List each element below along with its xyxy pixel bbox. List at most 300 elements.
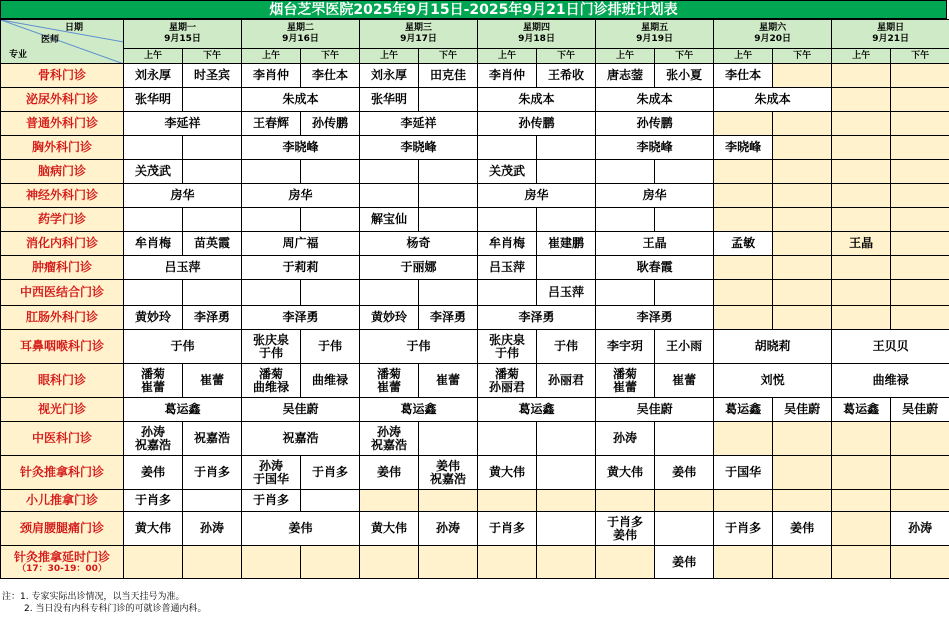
doctor-name: 李晓峰 <box>725 140 762 154</box>
am-header: 上午 <box>124 49 183 64</box>
doctor-name: 吕玉萍 <box>164 260 201 274</box>
page-title: 烟台芝罘医院2025年9月15日-2025年9月21日门诊排班计划表 <box>0 0 947 19</box>
doctor-name: 姜伟 <box>436 458 461 473</box>
schedule-cell <box>714 398 773 422</box>
schedule-cell <box>537 490 596 512</box>
doctor-name: 潘菊 <box>377 366 402 381</box>
doctor-name: 于伟 <box>259 345 284 360</box>
schedule-cell <box>360 306 419 330</box>
doctor-name: 孙涛 <box>259 458 284 473</box>
schedule-cell <box>714 280 773 306</box>
schedule-cell <box>891 64 949 88</box>
table-row <box>1 422 949 456</box>
schedule-cell <box>714 456 773 490</box>
schedule-cell <box>360 280 419 306</box>
doctor-name: 孙涛 <box>377 424 402 439</box>
doctor-name: 孟敏 <box>731 236 756 250</box>
schedule-cell <box>478 456 537 490</box>
schedule-cell <box>478 364 537 398</box>
schedule-cell <box>419 490 478 512</box>
schedule-cell <box>655 512 714 546</box>
schedule-cell <box>124 232 183 256</box>
schedule-cell <box>124 546 183 579</box>
department-name: 普通外科门诊 <box>25 116 98 130</box>
department-name: 肛肠外科门诊 <box>25 310 98 324</box>
schedule-cell <box>714 64 773 88</box>
doctor-name: 刘永厚 <box>134 68 171 82</box>
schedule-cell <box>773 306 832 330</box>
schedule-cell <box>360 136 478 160</box>
doctor-name: 黄大伟 <box>607 465 644 479</box>
schedule-cell <box>360 490 419 512</box>
am-header: 上午 <box>832 49 891 64</box>
doctor-name: 崔蕾 <box>436 373 461 387</box>
schedule-cell <box>891 422 949 456</box>
schedule-cell <box>832 456 891 490</box>
department-cell <box>1 88 124 112</box>
am-header: 上午 <box>714 49 773 64</box>
schedule-cell <box>419 184 478 208</box>
department-name: 肿瘤科门诊 <box>31 260 92 274</box>
schedule-cell <box>596 512 655 546</box>
table-row <box>1 88 949 112</box>
doctor-name: 曲维禄 <box>872 373 909 387</box>
schedule-cell <box>596 64 655 88</box>
doctor-name: 孙丽君 <box>548 373 585 387</box>
department-name: 消化内科门诊 <box>25 236 98 250</box>
schedule-cell <box>891 280 949 306</box>
doctor-name: 苗英霞 <box>194 236 231 250</box>
doctor-name: 吴佳蔚 <box>636 402 673 416</box>
schedule-cell <box>124 422 183 456</box>
table-row <box>1 456 949 490</box>
schedule-cell <box>183 546 242 579</box>
department-name: 颈肩腰腿痛门诊 <box>19 521 104 535</box>
doctor-name: 于国华 <box>725 465 762 479</box>
department-cell <box>1 184 124 208</box>
department-name: 眼科门诊 <box>37 373 86 387</box>
doctor-name: 于肖多 <box>253 493 290 507</box>
department-name: 中医科门诊 <box>31 431 92 445</box>
pm-header: 下午 <box>301 49 360 64</box>
schedule-cell <box>301 330 360 364</box>
doctor-name: 葛运鑫 <box>400 402 437 416</box>
department-name: 泌尿外科门诊 <box>25 92 98 106</box>
schedule-cell <box>478 136 537 160</box>
schedule-cell <box>537 64 596 88</box>
table-row <box>1 306 949 330</box>
department-cell <box>1 456 124 490</box>
am-header: 上午 <box>596 49 655 64</box>
schedule-cell <box>537 456 596 490</box>
schedule-cell <box>714 330 832 364</box>
doctor-name: 杨奇 <box>406 236 431 250</box>
schedule-cell <box>891 306 949 330</box>
department-cell <box>1 208 124 232</box>
schedule-cell <box>124 136 183 160</box>
doctor-name: 李泽勇 <box>636 310 673 324</box>
schedule-cell <box>124 306 183 330</box>
schedule-cell <box>242 280 301 306</box>
schedule-cell <box>301 456 360 490</box>
doctor-name: 房华 <box>524 188 549 202</box>
doctor-name: 吴佳蔚 <box>784 402 821 416</box>
schedule-cell <box>655 160 714 184</box>
schedule-cell <box>537 232 596 256</box>
schedule-cell <box>832 184 891 208</box>
schedule-cell <box>124 208 183 232</box>
table-row <box>1 232 949 256</box>
department-cell <box>1 512 124 546</box>
schedule-cell <box>537 364 596 398</box>
doctor-name: 李延祥 <box>164 116 201 130</box>
schedule-cell <box>891 398 949 422</box>
schedule-cell <box>242 256 360 280</box>
schedule-cell <box>832 398 891 422</box>
doctor-name: 王希收 <box>548 68 585 82</box>
schedule-cell <box>832 88 891 112</box>
schedule-cell <box>478 280 537 306</box>
doctor-name: 于伟 <box>495 345 520 360</box>
doctor-name: 关茂武 <box>489 164 526 178</box>
schedule-cell <box>419 306 478 330</box>
doctor-name: 吕玉萍 <box>489 260 526 274</box>
doctor-name: 于伟 <box>406 339 431 353</box>
schedule-cell <box>773 112 832 136</box>
schedule-cell <box>478 64 537 88</box>
doctor-name: 祝嘉浩 <box>282 431 319 445</box>
doctor-name: 崔建鹏 <box>548 236 585 250</box>
schedule-cell <box>301 280 360 306</box>
schedule-cell <box>773 512 832 546</box>
schedule-cell <box>242 364 301 398</box>
footnotes <box>2 591 206 615</box>
doctor-name: 姜伟 <box>288 521 313 535</box>
schedule-cell <box>124 256 242 280</box>
day-header-sat: 星期六 9月20日 <box>714 20 832 49</box>
doctor-name: 王晶 <box>849 236 874 250</box>
schedule-cell <box>655 422 714 456</box>
doctor-name: 祝嘉浩 <box>430 471 467 486</box>
schedule-cell <box>360 256 478 280</box>
department-cell <box>1 112 124 136</box>
schedule-cell <box>242 330 301 364</box>
schedule-cell <box>360 422 419 456</box>
doctor-name: 张小夏 <box>666 68 703 82</box>
schedule-cell <box>891 256 949 280</box>
schedule-cell <box>242 398 360 422</box>
doctor-name: 李肖仲 <box>489 68 526 82</box>
doctor-name: 姜伟 <box>790 521 815 535</box>
schedule-cell <box>478 256 537 280</box>
doctor-name: 潘菊 <box>495 366 520 381</box>
footnote-1: 注：1. 专家实际出诊情况，以当天挂号为准。 <box>2 592 185 602</box>
schedule-cell <box>655 64 714 88</box>
department-name: 针灸推拿科门诊 <box>19 465 104 479</box>
schedule-cell <box>183 136 242 160</box>
schedule-cell <box>537 160 596 184</box>
schedule-cell <box>537 256 596 280</box>
day-header-wed: 星期三 9月17日 <box>360 20 478 49</box>
schedule-cell <box>242 88 360 112</box>
schedule-cell <box>242 64 301 88</box>
schedule-cell <box>714 136 773 160</box>
doctor-name: 王晶 <box>642 236 667 250</box>
table-row <box>1 136 949 160</box>
schedule-cell <box>832 112 891 136</box>
schedule-cell <box>891 136 949 160</box>
department-cell <box>1 136 124 160</box>
doctor-name: 牟肖梅 <box>134 236 171 250</box>
doctor-name: 于伟 <box>170 339 195 353</box>
table-row <box>1 546 949 579</box>
doctor-name: 吴佳蔚 <box>902 402 939 416</box>
schedule-cell <box>832 136 891 160</box>
doctor-name: 黄妙玲 <box>134 310 171 324</box>
schedule-cell <box>360 208 419 232</box>
schedule-cell <box>714 208 773 232</box>
schedule-cell <box>773 256 832 280</box>
schedule-cell <box>183 64 242 88</box>
doctor-name: 周广福 <box>282 236 319 250</box>
doctor-name: 葛运鑫 <box>164 402 201 416</box>
pm-header: 下午 <box>183 49 242 64</box>
doctor-name: 于肖多 <box>725 521 762 535</box>
doctor-name: 黄大伟 <box>134 521 171 535</box>
doctor-name: 于伟 <box>554 339 579 353</box>
doctor-name: 田克佳 <box>430 68 467 82</box>
doctor-name: 祝嘉浩 <box>134 437 171 452</box>
doctor-name: 吕玉萍 <box>548 285 585 299</box>
schedule-cell <box>596 136 714 160</box>
department-name: 神经外科门诊 <box>25 188 98 202</box>
schedule-cell <box>419 160 478 184</box>
pm-header: 下午 <box>655 49 714 64</box>
schedule-cell <box>242 208 301 232</box>
schedule-cell <box>596 88 714 112</box>
schedule-cell <box>478 112 596 136</box>
schedule-cell <box>301 490 360 512</box>
schedule-cell <box>478 490 537 512</box>
schedule-cell <box>596 232 714 256</box>
schedule-cell <box>183 232 242 256</box>
doctor-name: 祝嘉浩 <box>371 437 408 452</box>
schedule-cell <box>773 184 832 208</box>
doctor-name: 孙丽君 <box>489 379 526 394</box>
day-header-fri: 星期五 9月19日 <box>596 20 714 49</box>
doctor-name: 时圣宾 <box>194 68 231 82</box>
schedule-cell <box>478 88 596 112</box>
schedule-cell <box>832 232 891 256</box>
schedule-cell <box>891 456 949 490</box>
doctor-name: 李晓峰 <box>400 140 437 154</box>
doctor-name: 于莉莉 <box>282 260 319 274</box>
doctor-name: 朱成本 <box>518 92 555 106</box>
day-header-thu: 星期四 9月18日 <box>478 20 596 49</box>
schedule-cell <box>242 456 301 490</box>
doctor-name: 黄大伟 <box>371 521 408 535</box>
doctor-name: 崔蕾 <box>613 379 638 394</box>
schedule-cell <box>124 330 242 364</box>
doctor-name: 孙涛 <box>613 431 638 445</box>
department-cell <box>1 330 124 364</box>
doctor-name: 祝嘉浩 <box>194 431 231 445</box>
schedule-cell <box>891 88 949 112</box>
schedule-cell <box>183 306 242 330</box>
schedule-cell <box>832 364 949 398</box>
schedule-cell <box>478 398 596 422</box>
schedule-cell <box>537 330 596 364</box>
schedule-cell <box>596 364 655 398</box>
schedule-cell <box>596 546 655 579</box>
doctor-name: 李宇玥 <box>607 339 644 353</box>
schedule-cell <box>301 160 360 184</box>
doctor-name: 潘菊 <box>259 366 284 381</box>
doctor-name: 崔蕾 <box>672 373 697 387</box>
schedule-cell <box>537 422 596 456</box>
schedule-cell <box>360 546 419 579</box>
schedule-cell <box>596 256 714 280</box>
schedule-cell <box>714 546 773 579</box>
schedule-cell <box>242 546 301 579</box>
doctor-name: 王贝贝 <box>872 339 909 353</box>
schedule-cell <box>596 490 655 512</box>
doctor-name: 张华明 <box>371 92 408 106</box>
schedule-cell <box>419 456 478 490</box>
schedule-cell <box>655 490 714 512</box>
schedule-cell <box>714 88 832 112</box>
department-cell <box>1 422 124 456</box>
schedule-cell <box>832 208 891 232</box>
schedule-cell <box>714 160 773 184</box>
day-header-sun: 星期日 9月21日 <box>832 20 949 49</box>
schedule-cell <box>478 546 537 579</box>
department-cell <box>1 232 124 256</box>
schedule-cell <box>596 112 714 136</box>
department-name: 脑病门诊 <box>37 164 86 178</box>
department-name: 中西医结合门诊 <box>19 285 104 299</box>
doctor-name: 张庆泉 <box>489 332 526 347</box>
doctor-name: 李泽勇 <box>282 310 319 324</box>
doctor-name: 姜伟 <box>613 527 638 542</box>
doctor-name: 孙涛 <box>200 521 225 535</box>
schedule-cell <box>124 184 242 208</box>
schedule-cell <box>242 112 301 136</box>
schedule-cell <box>596 208 655 232</box>
schedule-cell <box>832 490 891 512</box>
department-cell <box>1 306 124 330</box>
doctor-name: 李泽勇 <box>194 310 231 324</box>
header-corner-cell <box>1 20 124 64</box>
table-row <box>1 330 949 364</box>
am-header: 上午 <box>478 49 537 64</box>
schedule-cell <box>891 184 949 208</box>
schedule-cell <box>596 306 714 330</box>
department-name: 耳鼻咽喉科门诊 <box>19 339 104 353</box>
schedule-cell <box>832 256 891 280</box>
department-name: 骨科门诊 <box>37 68 86 82</box>
schedule-cell <box>773 546 832 579</box>
doctor-name: 耿春霞 <box>636 260 673 274</box>
schedule-cell <box>360 184 419 208</box>
doctor-name: 孙涛 <box>140 424 165 439</box>
schedule-cell <box>183 280 242 306</box>
schedule-cell <box>183 456 242 490</box>
day-header-mon: 星期一 9月15日 <box>124 20 242 49</box>
schedule-cell <box>301 364 360 398</box>
schedule-cell <box>124 490 183 512</box>
schedule-cell <box>242 490 301 512</box>
doctor-name: 房华 <box>288 188 313 202</box>
doctor-name: 李晓峰 <box>282 140 319 154</box>
schedule-cell <box>419 512 478 546</box>
schedule-cell <box>360 64 419 88</box>
doctor-name: 黄妙玲 <box>371 310 408 324</box>
corner-specialty-label: 专业 <box>9 50 28 60</box>
doctor-name: 房华 <box>170 188 195 202</box>
doctor-name: 于丽娜 <box>400 260 437 274</box>
table-row <box>1 160 949 184</box>
schedule-cell <box>537 546 596 579</box>
schedule-cell <box>478 208 537 232</box>
department-cell <box>1 160 124 184</box>
table-row <box>1 256 949 280</box>
schedule-cell <box>891 160 949 184</box>
doctor-name: 于肖多 <box>312 465 349 479</box>
doctor-name: 崔蕾 <box>377 379 402 394</box>
schedule-cell <box>714 422 773 456</box>
schedule-cell <box>596 330 655 364</box>
schedule-cell <box>419 64 478 88</box>
schedule-cell <box>478 330 537 364</box>
schedule-cell <box>832 160 891 184</box>
schedule-cell <box>242 232 360 256</box>
schedule-cell <box>832 546 891 579</box>
schedule-cell <box>242 184 360 208</box>
schedule-cell <box>655 546 714 579</box>
schedule-cell <box>596 184 714 208</box>
schedule-cell <box>183 88 242 112</box>
schedule-cell <box>360 88 419 112</box>
doctor-name: 孙传鹏 <box>518 116 555 130</box>
am-header: 上午 <box>360 49 419 64</box>
schedule-cell <box>124 512 183 546</box>
schedule-cell <box>773 208 832 232</box>
schedule-cell <box>596 456 655 490</box>
schedule-cell <box>891 232 949 256</box>
schedule-cell <box>478 512 537 546</box>
schedule-cell <box>183 512 242 546</box>
schedule-cell <box>832 280 891 306</box>
doctor-name: 黄大伟 <box>489 465 526 479</box>
schedule-cell <box>124 88 183 112</box>
doctor-name: 胡晓莉 <box>754 339 791 353</box>
schedule-cell <box>360 364 419 398</box>
doctor-name: 姜伟 <box>672 554 697 569</box>
doctor-name: 于国华 <box>253 471 290 486</box>
schedule-cell <box>832 64 891 88</box>
schedule-cell <box>124 364 183 398</box>
schedule-cell <box>891 112 949 136</box>
schedule-cell <box>655 364 714 398</box>
doctor-name: 孙涛 <box>908 521 933 535</box>
schedule-cell <box>773 456 832 490</box>
schedule-cell <box>832 422 891 456</box>
schedule-cell <box>891 546 949 579</box>
schedule-cell <box>655 456 714 490</box>
doctor-name: 姜伟 <box>140 465 165 479</box>
doctor-name: 曲维禄 <box>312 373 349 387</box>
